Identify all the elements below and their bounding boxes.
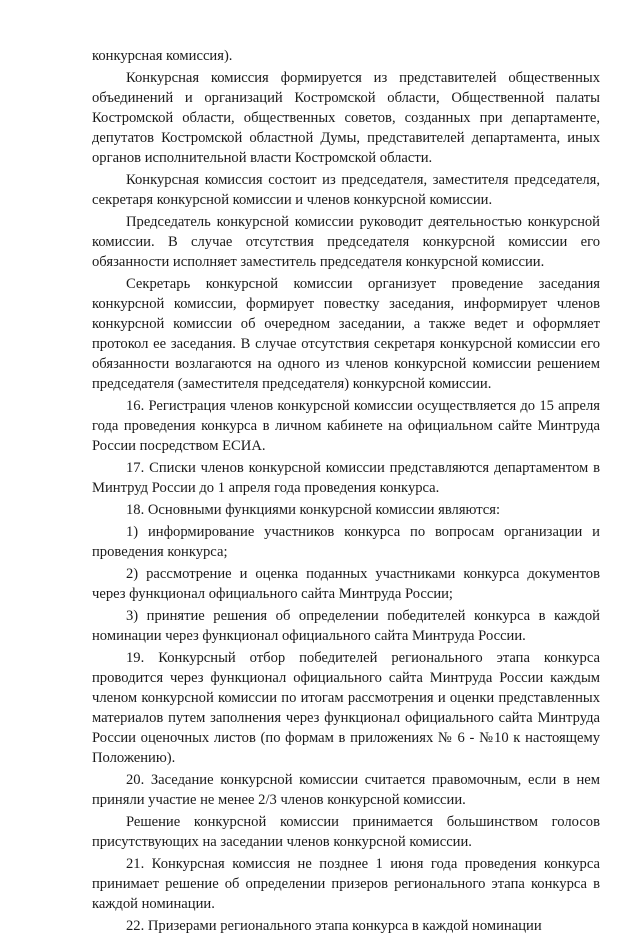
- paragraph-8: 18. Основными функциями конкурсной комиссии являются:: [126, 502, 501, 518]
- paragraph-11: 3) принятие решения об определении победителей конкурса в каждой номинации через функционал официального сайта Минтруда России.: [92, 608, 600, 644]
- document-body: [92, 46, 600, 938]
- paragraph-13: 20. Заседание конкурсной комиссии считается правомочным, если в нем приняли участие не менее 2/3 членов конкурсной комиссии.: [92, 772, 600, 808]
- paragraph-16: 22. Призерами регионального этапа конкурса в каждой номинации: [126, 918, 542, 934]
- paragraph-2: Конкурсная комиссия формируется из представителей общественных объединений и организаций Костромской области, Общественной палаты Костромской области, общественных советов, созданных при департаменте, депутатов Костромской областной Думы, представителей департамента, иных органов исполнительной власти Костромской области.: [92, 70, 600, 166]
- paragraph-4: Председатель конкурсной комиссии руководит деятельностью конкурсной комиссии. В случае отсутствия председателя конкурсной комиссии его обязанности исполняет заместитель председателя конкурсной комиссии.: [92, 214, 600, 270]
- paragraph-7: 17. Списки членов конкурсной комиссии представляются департаментом в Минтруд России до 1 апреля года проведения конкурса.: [92, 460, 600, 496]
- paragraph-5: Секретарь конкурсной комиссии организует проведение заседания конкурсной комиссии, формирует повестку заседания, информирует членов конкурсной комиссии об очередном заседании, а также ведет и оформляет протокол ее заседания. В случае отсутствия секретаря конкурсной комиссии его обязанности возлагаются на одного из членов конкурсной комиссии решением председателя (заместителя председателя) конкурсной комиссии.: [92, 276, 600, 392]
- paragraph-14: Решение конкурсной комиссии принимается большинством голосов присутствующих на заседании членов конкурсной комиссии.: [92, 814, 600, 850]
- paragraph-12: 19. Конкурсный отбор победителей регионального этапа конкурса проводится через функционал официального сайта Минтруда России каждым членом конкурсной комиссии по итогам рассмотрения и оценки представленных материалов путем заполнения через функционал официального сайта Минтруда России оценочных листов (по формам в приложениях № 6 - №10 к настоящему Положению).: [92, 650, 600, 766]
- paragraph-6: 16. Регистрация членов конкурсной комиссии осуществляется до 15 апреля года проведения конкурса в личном кабинете на официальном сайте Минтруда России посредством ЕСИА.: [92, 398, 600, 454]
- paragraph-10: 2) рассмотрение и оценка поданных участниками конкурса документов через функционал официального сайта Минтруда России;: [92, 566, 600, 602]
- paragraph-1: конкурсная комиссия).: [92, 48, 233, 64]
- paragraph-15: 21. Конкурсная комиссия не позднее 1 июня года проведения конкурса принимает решение об определении призеров регионального этапа конкурса в каждой номинации.: [92, 856, 600, 912]
- paragraph-9: 1) информирование участников конкурса по вопросам организации и проведения конкурса;: [92, 524, 600, 560]
- paragraph-3: Конкурсная комиссия состоит из председателя, заместителя председателя, секретаря конкурсной комиссии и членов конкурсной комиссии.: [92, 172, 600, 208]
